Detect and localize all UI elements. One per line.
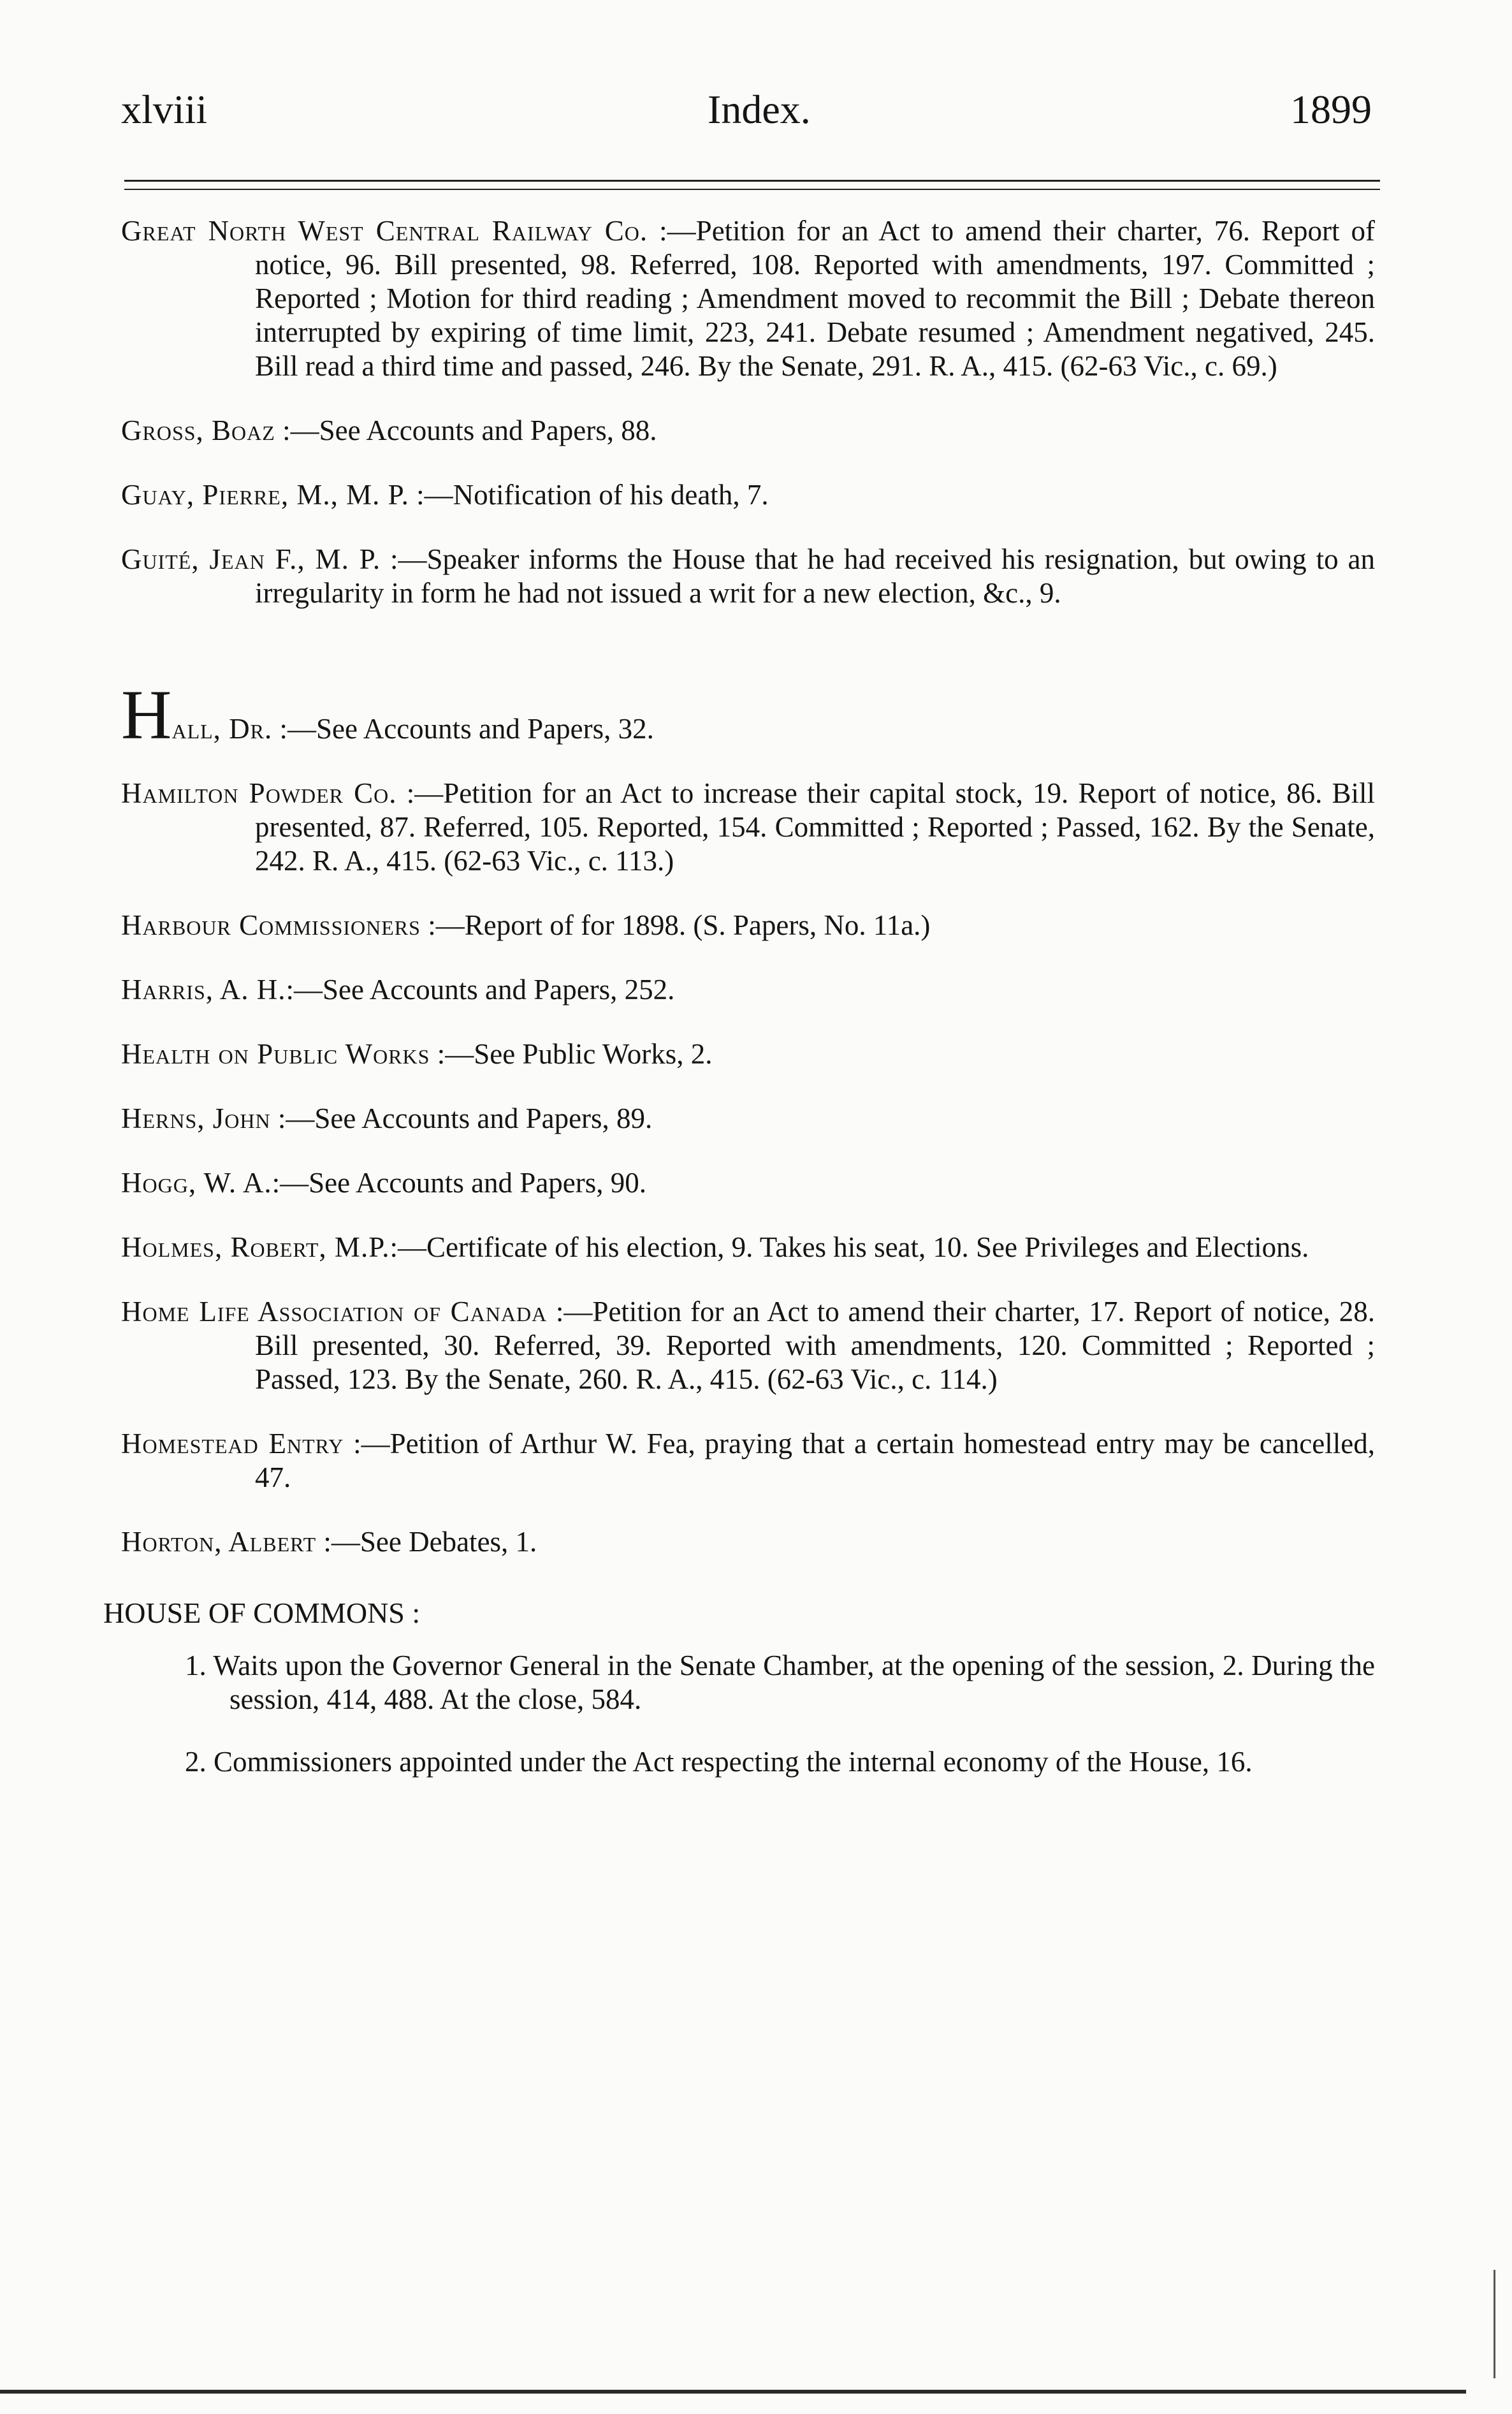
entry-heading: Harris, A. H. [121, 974, 286, 1006]
entry-heading: Homestead Entry [121, 1428, 344, 1459]
entry-text: :—Petition for an Act to amend their charter, 17. Report of notice, 28. Bill presented, 30. Referred, 39. Reported with amendments, 120. Committed ; Reported ; Passed, 123. By the Senate, 260. R. A., 415. (62-63 Vic., c. 114.) [255, 1296, 1376, 1395]
index-entry [121, 909, 1375, 942]
entry-text: :—See Accounts and Papers, 90. [272, 1167, 647, 1199]
entry-text: :—Speaker informs the House that he had received his resignation, but owing to an irregularity in form he had not issued a writ for a new election, &c., 9. [255, 543, 1376, 609]
index-entry [121, 1166, 1375, 1200]
entry-text: :—Certificate of his election, 9. Takes his seat, 10. See Privileges and Elections. [389, 1231, 1309, 1263]
entry-text: :—See Accounts and Papers, 88. [275, 414, 657, 446]
section-initial: H [121, 676, 172, 754]
entry-text: :—Petition for an Act to increase their capital stock, 19. Report of notice, 86. Bill presented, 87. Referred, 105. Reported, 154. Committed ; Reported ; Passed, 162. By the Senate, 242. R. A., 415. (62-63 Vic., c. 113.) [255, 777, 1376, 877]
entry-heading: Hogg, W. A. [121, 1167, 272, 1199]
entry-heading: Herns, John [121, 1102, 271, 1134]
index-entry [121, 777, 1375, 878]
index-entry [121, 414, 1375, 448]
margin-mark [1494, 2270, 1495, 2378]
index-entry [121, 1295, 1375, 1396]
year: 1899 [1290, 87, 1372, 132]
page-number: xlviii [121, 87, 208, 132]
entry-heading: Harbour Commissioners [121, 909, 421, 941]
index-entry [121, 1037, 1375, 1071]
header-rule-bottom [124, 189, 1380, 190]
entry-text: :—See Accounts and Papers, 252. [286, 974, 675, 1006]
entry-text: :—See Accounts and Papers, 32. [272, 713, 654, 745]
entry-heading: Hamilton Powder Co. [121, 777, 397, 809]
section-heading: HOUSE OF COMMONS : [103, 1597, 421, 1629]
entry-text: :—Report of for 1898. (S. Papers, No. 11a.) [420, 909, 931, 941]
item-number: 1. [185, 1650, 207, 1681]
entry-text: :—See Accounts and Papers, 89. [270, 1102, 653, 1134]
index-entry [121, 676, 1375, 754]
entry-heading: Guité, Jean F., M. P. [121, 543, 381, 575]
entry-heading: Great North West Central Railway Co. [121, 215, 648, 247]
index-entry [121, 973, 1375, 1007]
entry-text: :—See Public Works, 2. [430, 1038, 713, 1070]
index-entry [121, 1427, 1375, 1495]
entry-text: :—Notification of his death, 7. [409, 479, 769, 511]
page-bottom-edge [0, 2390, 1466, 2394]
index-entry [121, 1102, 1375, 1136]
entry-heading: Horton, Albert [121, 1526, 317, 1558]
index-entry [121, 478, 1375, 512]
item-text: Waits upon the Governor General in the Senate Chamber, at the opening of the session, 2. During the session, 414, 488. At the close, 584. [213, 1650, 1376, 1715]
numbered-item [185, 1649, 1375, 1716]
item-text: Commissioners appointed under the Act respecting the internal economy of the House, 16. [214, 1746, 1253, 1778]
entry-heading: Gross, Boaz [121, 414, 275, 446]
numbered-item [185, 1745, 1375, 1779]
index-entry [121, 214, 1375, 383]
entry-heading: Home Life Association of Canada [121, 1296, 548, 1328]
entry-text: :—See Debates, 1. [316, 1526, 537, 1558]
index-entry [121, 543, 1375, 610]
entry-text: :—Petition of Arthur W. Fea, praying that a certain homestead entry may be cancelled, 47. [255, 1428, 1375, 1493]
item-number: 2. [185, 1746, 207, 1778]
entry-heading: Health on Public Works [121, 1038, 430, 1070]
index-entry [121, 1231, 1375, 1264]
header-rule-top [124, 180, 1380, 182]
running-title: Index. [708, 87, 811, 132]
index-entries [0, 214, 1512, 1808]
index-entry [121, 1525, 1375, 1559]
entry-text: :—Petition for an Act to amend their charter, 76. Report of notice, 96. Bill presented, 98. Referred, 108. Reported with amendments, 197. Committed ; Reported ; Motion for third reading ; Amendment moved to recommit the Bill ; Debate thereon interrupted by expiring of time limit, 223, 241. Debate resumed ; Amendment negatived, 245. Bill read a third time and passed, 246. By the Senate, 291. R. A., 415. (62-63 Vic., c. 69.) [255, 215, 1375, 382]
entry-heading: Holmes, Robert, M.P. [121, 1231, 390, 1263]
entry-heading: all, Dr. [171, 713, 273, 745]
entry-heading: Guay, Pierre, M., M. P. [121, 479, 409, 511]
